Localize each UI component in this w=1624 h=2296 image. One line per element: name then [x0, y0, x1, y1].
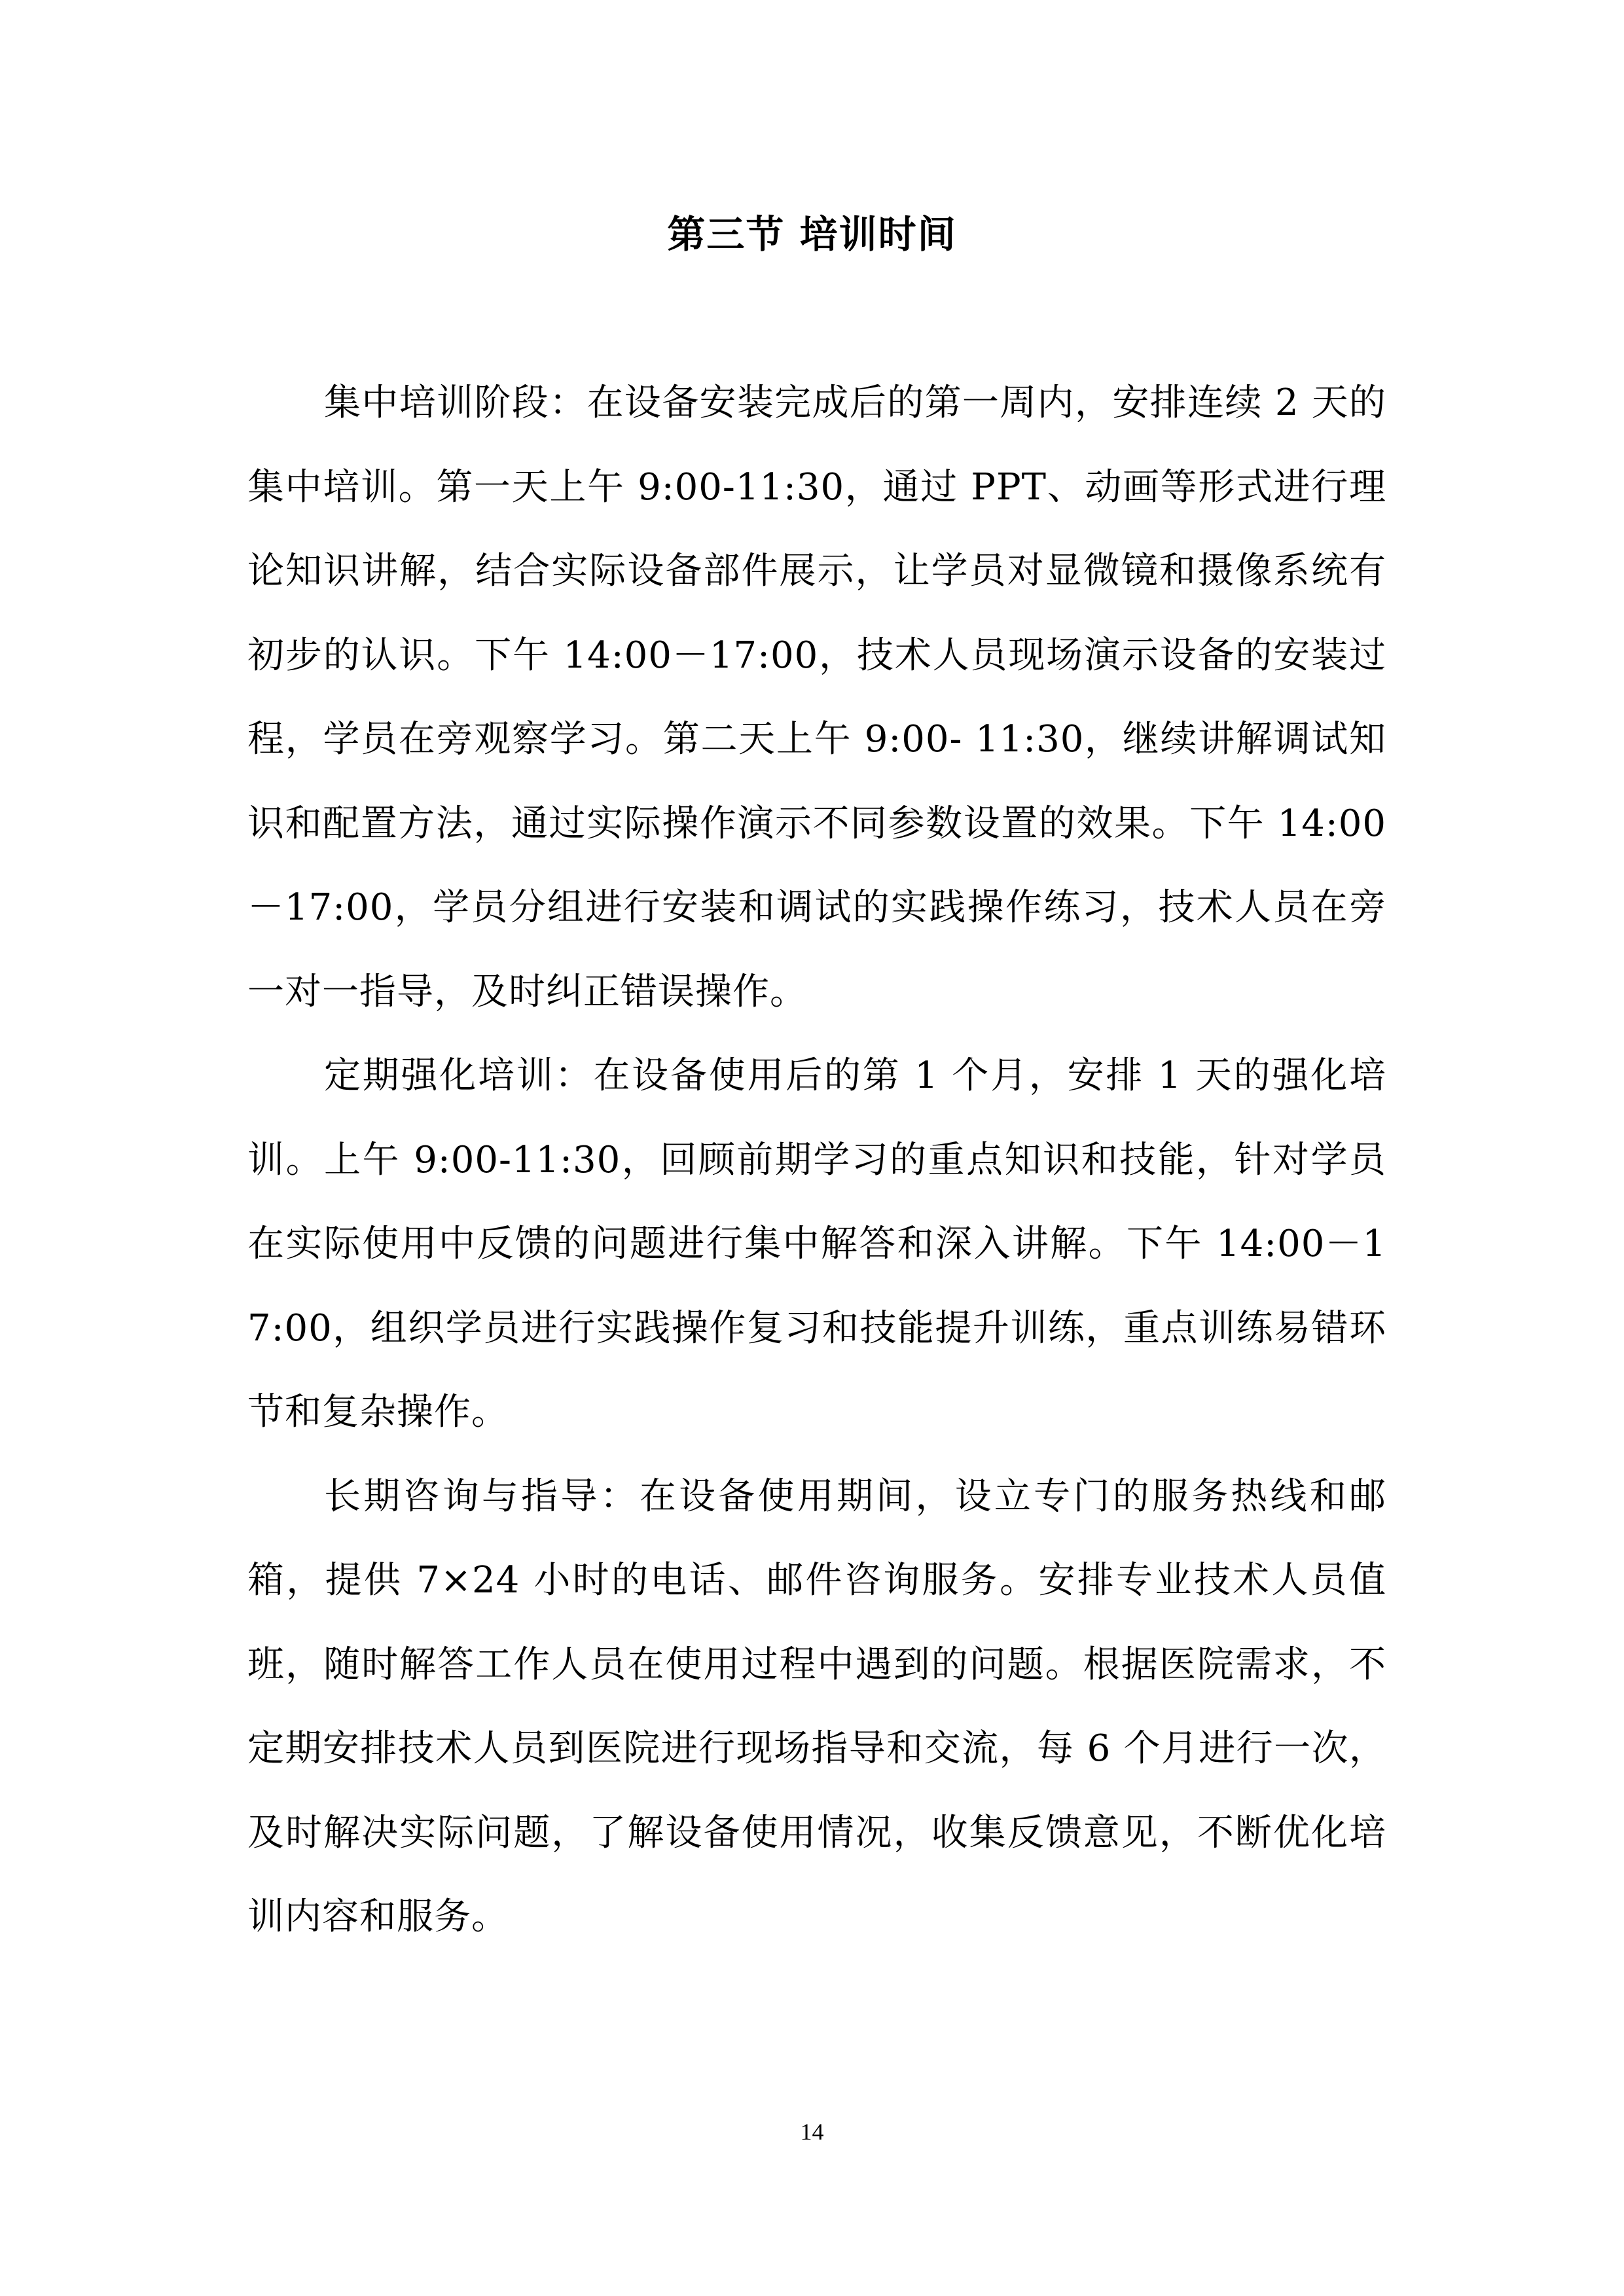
paragraph-centralized-training: 集中培训阶段：在设备安装完成后的第一周内，安排连续 2 天的集中培训。第一天上午 9:00-11:30，通过 PPT、动画等形式进行理论知识讲解，结合实际设备部件展示，让学员对显微镜和摄像系统有初步的认识。下午 14:00－17:00，技术人员现场演示设备的安装过程，学员在旁观察学习。第二天上午 9:00- 11:30，继续讲解调试知识和配置方法，通过实际操作演示不同参数设置的效果。下午 14:00 －17:00，学员分组进行安装和调试的实践操作练习，技术人员在旁一对一指导，及时纠正错误操作。	[247, 382, 1386, 1013]
paragraph-periodic-training: 定期强化培训：在设备使用后的第 1 个月，安排 1 天的强化培训。上午 9:00-11:30，回顾前期学习的重点知识和技能，针对学员在实际使用中反馈的问题进行集中解答和深入讲解。下午 14:00－17:00，组织学员进行实践操作复习和技能提升训练，重点训练易错环节和复杂操作。	[247, 1054, 1386, 1433]
page-number: 14	[800, 2119, 824, 2145]
paragraph-long-term-consulting: 长期咨询与指导：在设备使用期间，设立专门的服务热线和邮箱，提供 7×24 小时的电话、邮件咨询服务。安排专业技术人员值班，随时解答工作人员在使用过程中遇到的问题。根据医院需求，不定期安排技术人员到医院进行现场指导和交流，每 6 个月进行一次，及时解决实际问题，了解设备使用情况，收集反馈意见，不断优化培训内容和服务。	[247, 1475, 1386, 1938]
document-body	[247, 361, 1386, 1960]
section-title: 第三节 培训时间	[667, 212, 957, 257]
